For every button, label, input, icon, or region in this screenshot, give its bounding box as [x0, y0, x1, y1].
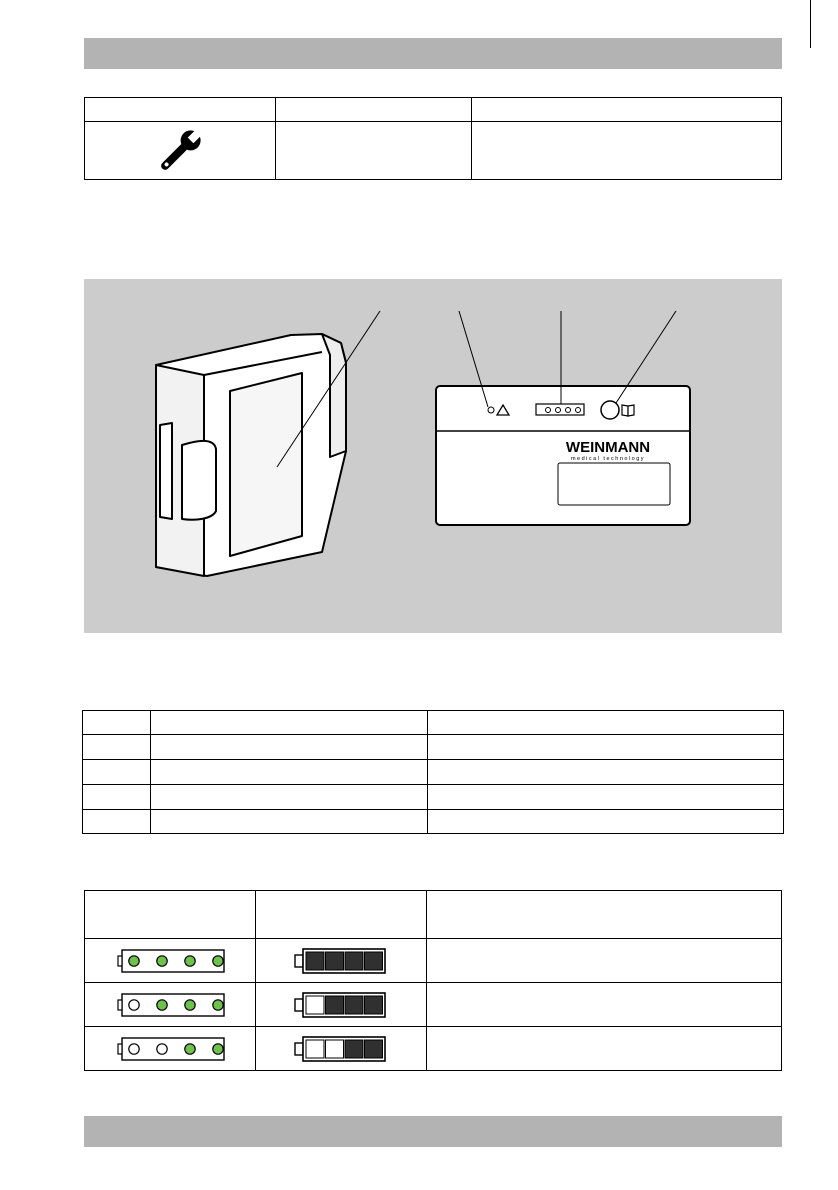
service-table-header-1 [85, 98, 276, 122]
led-strip-tab [118, 1044, 122, 1054]
legend-cell [428, 810, 784, 834]
led-off-icon [129, 1043, 139, 1053]
battery-figure [84, 279, 782, 633]
battery-terminal [295, 999, 303, 1011]
battery-symbol-cell [256, 983, 427, 1027]
battery-symbol-cell [256, 939, 427, 983]
legend-cell [428, 785, 784, 810]
battery-segment-empty [326, 1040, 344, 1058]
battery-segment-filled [345, 952, 363, 970]
service-table-header-3 [472, 98, 782, 122]
service-table-cell-2 [276, 122, 472, 180]
battery-front-view [436, 386, 690, 525]
crop-mark [810, 0, 811, 48]
brand-name: WEINMANN [565, 439, 651, 456]
battery-segment-filled [345, 1040, 363, 1058]
led-on-icon [157, 999, 167, 1009]
charge-table-header [85, 891, 256, 939]
footer-bar [84, 1116, 782, 1147]
led-on-icon [185, 999, 195, 1009]
battery-terminal [295, 1043, 303, 1055]
battery-terminal [295, 955, 303, 967]
battery-segment-filled [345, 996, 363, 1014]
charge-description-cell [427, 939, 782, 983]
service-table-cell-3 [472, 122, 782, 180]
battery-segment-filled [326, 952, 344, 970]
battery-segment-filled [306, 952, 324, 970]
label-area [558, 463, 670, 505]
led-indicator-cell [85, 983, 256, 1027]
battery-segment-filled [365, 952, 383, 970]
led-on-icon [213, 955, 223, 965]
legend-cell [428, 711, 784, 735]
led-on-icon [185, 1043, 195, 1053]
battery-side-view [156, 334, 346, 576]
legend-cell [83, 785, 151, 810]
wrench-icon [155, 128, 205, 174]
battery-illustration [84, 279, 782, 633]
legend-cell [151, 735, 428, 760]
battery-symbol-icon [293, 990, 389, 1020]
battery-segment-filled [365, 996, 383, 1014]
led-on-icon [157, 955, 167, 965]
battery-segment-empty [306, 996, 324, 1014]
led-strip-tab [118, 1000, 122, 1010]
led-strip-tab [118, 956, 122, 966]
legend-cell [428, 735, 784, 760]
charge-description-cell [427, 983, 782, 1027]
legend-cell [151, 760, 428, 785]
led-on-icon [129, 955, 139, 965]
led-on-icon [213, 1043, 223, 1053]
legend-cell [83, 760, 151, 785]
service-icon-cell [85, 122, 276, 180]
battery-segment-filled [365, 1040, 383, 1058]
led-indicator [112, 1035, 228, 1063]
charge-table-header [427, 891, 782, 939]
led-on-icon [185, 955, 195, 965]
battery-segment-empty [306, 1040, 324, 1058]
legend-cell [83, 735, 151, 760]
charge-description-cell [427, 1027, 782, 1071]
test-button [601, 401, 619, 419]
legend-cell [83, 711, 151, 735]
battery-symbol-cell [256, 1027, 427, 1071]
service-table-header-2 [276, 98, 472, 122]
manual-book-icon [622, 405, 634, 416]
legend-cell [151, 810, 428, 834]
led-indicator [112, 947, 228, 975]
legend-cell [428, 760, 784, 785]
led-indicator-cell [85, 1027, 256, 1071]
header-bar [84, 38, 782, 69]
service-table [84, 97, 782, 180]
battery-symbol-icon [293, 1034, 389, 1064]
legend-table [82, 710, 784, 834]
led-indicator [112, 991, 228, 1019]
legend-cell [151, 711, 428, 735]
legend-cell [151, 785, 428, 810]
battery-symbol-icon [293, 946, 389, 976]
led-off-icon [157, 1043, 167, 1053]
led-off-icon [129, 999, 139, 1009]
led-on-icon [213, 999, 223, 1009]
brand-tagline: medical technology [570, 456, 646, 462]
led-indicator-cell [85, 939, 256, 983]
battery-segment-filled [326, 996, 344, 1014]
charge-table-header [256, 891, 427, 939]
charge-table [84, 890, 782, 1071]
legend-cell [83, 810, 151, 834]
warning-led [488, 407, 494, 413]
